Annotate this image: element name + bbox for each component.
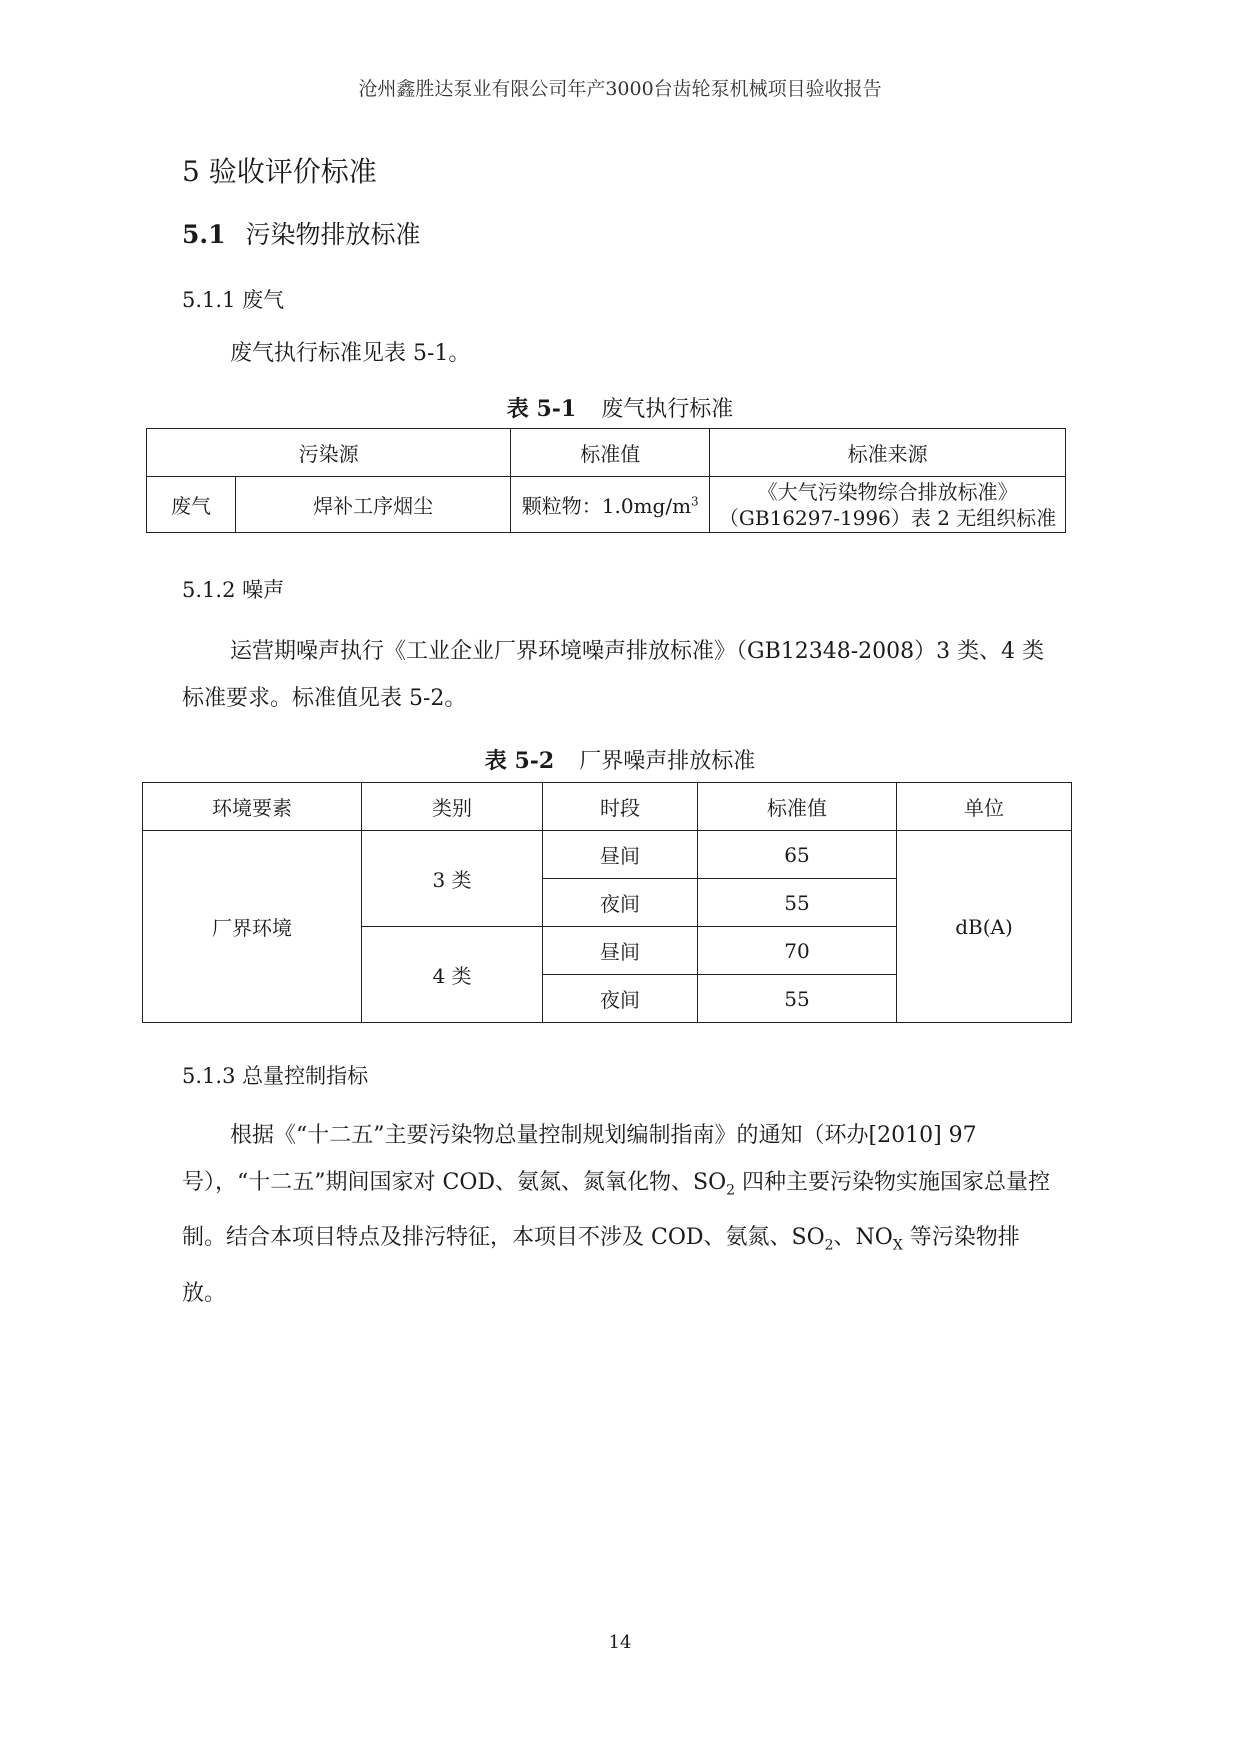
table-5-2 xyxy=(142,782,1072,1023)
table-5-2-period-cell: 昼间 xyxy=(543,927,698,975)
section-5-1-3-text-part-2: 四种主要污染物实施国家总量控制。结合本项目特点及排污特征，本项目不涉及 COD、氨氮、SO xyxy=(182,1170,1051,1251)
so2-subscript: 2 xyxy=(726,1182,736,1199)
section-5-1-1-text: 废气执行标准见表 5-1。 xyxy=(230,341,471,366)
table-5-2-value-cell: 55 xyxy=(698,879,897,927)
table-5-2-header-cell: 环境要素 xyxy=(143,783,362,831)
table-5-1-standard-cell xyxy=(710,477,1066,533)
table-5-1-caption-title: 废气执行标准 xyxy=(601,397,734,422)
section-5-1-3-text-part-4: 等污染物排放。 xyxy=(182,1225,1020,1306)
table-row xyxy=(147,477,1066,533)
page-number: 14 xyxy=(608,1632,632,1653)
table-5-2-unit-cell: dB(A) xyxy=(897,831,1072,1023)
table-5-1-header-cell: 标准值 xyxy=(511,429,710,477)
section-5-1-3-text xyxy=(182,1112,1052,1317)
table-5-1-header-cell: 标准来源 xyxy=(710,429,1066,477)
table-5-2-header-cell: 时段 xyxy=(543,783,698,831)
table-5-1-caption xyxy=(0,392,1240,423)
table-5-1-standard-line-2: （GB16297-1996）表 2 无组织标准 xyxy=(718,505,1057,530)
section-5-1-3-heading: 5.1.3 总量控制指标 xyxy=(182,1064,369,1088)
section-5-1-title: 污染物排放标准 xyxy=(245,220,421,249)
table-5-1-category-cell: 废气 xyxy=(147,477,236,533)
table-5-2-category-cell: 4 类 xyxy=(362,927,543,1023)
section-5-1-number: 5.1 xyxy=(182,220,226,249)
table-5-2-period-cell: 夜间 xyxy=(543,879,698,927)
table-5-2-header-row xyxy=(143,783,1072,831)
table-5-2-caption-number: 表 5-2 xyxy=(484,748,555,774)
section-5-1-2-text: 运营期噪声执行《工业企业厂界环境噪声排放标准》（GB12348-2008）3 类、4 类标准要求。标准值见表 5-2。 xyxy=(182,639,1045,711)
table-5-2-caption xyxy=(0,744,1240,775)
table-row xyxy=(143,831,1072,879)
table-5-1-value-text: 颗粒物：1.0mg/m xyxy=(521,494,692,518)
table-5-2-period-cell: 昼间 xyxy=(543,831,698,879)
table-5-2-header-cell: 单位 xyxy=(897,783,1072,831)
table-5-2-value-cell: 55 xyxy=(698,975,897,1023)
table-5-2-value-cell: 65 xyxy=(698,831,897,879)
table-5-1-value-cell xyxy=(511,477,710,533)
section-5-1-3-text-part-3: 、NO xyxy=(833,1225,893,1251)
table-5-1-header-row xyxy=(147,429,1066,477)
section-5-1-2-heading: 5.1.2 噪声 xyxy=(182,578,285,602)
table-5-1 xyxy=(146,428,1066,533)
table-5-1-source-cell: 焊补工序烟尘 xyxy=(236,477,511,533)
table-5-2-period-cell: 夜间 xyxy=(543,975,698,1023)
nox-subscript: X xyxy=(892,1237,903,1254)
page-header: 沧州鑫胜达泵业有限公司年产3000台齿轮泵机械项目验收报告 xyxy=(358,78,882,100)
table-5-2-header-cell: 标准值 xyxy=(698,783,897,831)
table-5-1-standard-line-1: 《大气污染物综合排放标准》 xyxy=(757,479,1018,504)
table-5-1-caption-number: 表 5-1 xyxy=(506,396,577,422)
table-5-1-value-superscript: 3 xyxy=(691,494,699,509)
table-5-2-element-cell: 厂界环境 xyxy=(143,831,362,1023)
section-5-1-3-text-part-1: 根据《“十二五”主要污染物总量控制规划编制指南》的通知（环办[2010] 97 号），“十二五”期间国家对 COD、氨氮、氮氧化物、SO xyxy=(182,1123,977,1195)
section-5-1-1-heading: 5.1.1 废气 xyxy=(182,288,285,312)
table-5-2-caption-title: 厂界噪声排放标准 xyxy=(579,749,756,774)
section-5-1-heading xyxy=(182,215,420,251)
table-5-2-header-cell: 类别 xyxy=(362,783,543,831)
table-5-1-header-cell: 污染源 xyxy=(147,429,511,477)
section-5-heading: 5 验收评价标准 xyxy=(182,155,377,188)
so2-subscript: 2 xyxy=(824,1237,834,1254)
table-5-2-category-cell: 3 类 xyxy=(362,831,543,927)
table-5-2-value-cell: 70 xyxy=(698,927,897,975)
